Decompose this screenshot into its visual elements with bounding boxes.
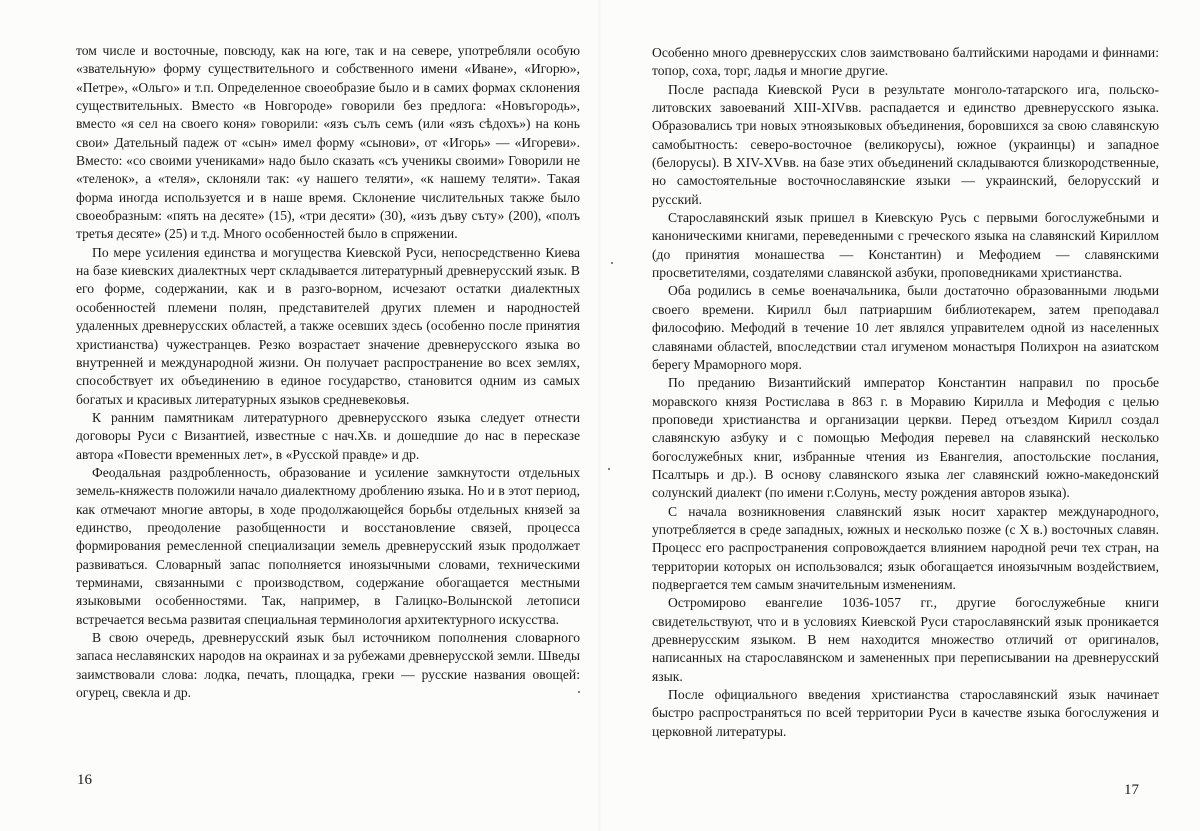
paragraph: После официального введения христианства старославянский язык начинает быстро распространяться по всей территории Руси в качестве языка богослужения и церковной литературы. [652,687,1159,739]
paragraph: Остромирово евангелие 1036-1057 гг., другие богослужебные книги свидетельствуют, что и в условиях Киевской Руси старославянский язык проникается древнерусским языком. В нем находится множество отличий от оригиналов, написанных на старославянском и замененных при переписывании на древнерусский язык. [652,595,1159,684]
paragraph: С начала возникновения славянский язык носит характер международного, употребляется в среде западных, южных и несколько позже (с X в.) восточных славян. Процесс его распространения сопровождается влиянием народной речи тех стран, на территории которых он использовался; язык обогащается иноязычным воздействием, подвергается тем самым значительным изменениям. [652,503,1159,592]
paragraph: После распада Киевской Руси в результате монголо-татарского ига, польско-литовских завоеваний XIII-XIVвв. распадается и единство древнерусского языка. Образовались три новых этноязыковых объединения, боровшихся за свою славянскую самобытность: северо-восточное (великорусы), южное (украинцы) и западное (белорусы). В XIV-XVвв. на базе этих объединений складываются близкородственные, но самостоятельные восточнославянские языки — украинский, белорусский и русский. [652,81,1159,207]
paragraph: В свою очередь, древнерусский язык был источником пополнения словарного запаса неславянских народов на окраинах и за рубежами древнерусской земли. Шведы заимствовали слова: лодка, печать, площадка, греки — русские названия овощей: огурец, свекла и др. [76,630,580,701]
paragraph: По преданию Византийский император Константин направил по просьбе моравского князя Ростислава в 863 г. в Моравию Кирилла и Мефодия с целью проповеди христианства и организации церкви. Перед отъездом Кирилл создал славянскую азбуку и с помощью Мефодия перевел на славянский несколько богослужебных книг, избранные чтения из Евангелия, апостольские послания, Псалтырь и др.). В основу славянского языка лег славянский южно-македонский солунский диалект (по имени г.Солунь, месту рождения авторов языка). [652,375,1159,501]
right-page-text [652,44,1159,741]
paragraph: Особенно много древнерусских слов заимствовано балтийскими народами и финнами: топор, соха, торг, ладья и многие другие. [652,45,1159,79]
page-number-right: 17 [1124,782,1139,798]
scan-speck [611,262,613,264]
page-number-left: 16 [77,772,92,788]
paragraph: Феодальная раздробленность, образование и усиление замкнутости отдельных земель-княжеств положили начало диалектному дроблению языка. Но и в этот период, как отмечают многие авторы, в ходе продолжающейся борьбы отдельных князей за единство, преодоление разобщенности и восстановление связей, процесса формирования ремесленной специализации земель древнерусский язык продолжает развиваться. Словарный запас пополняется иноязычными словами, техническими терминами, связанными с производством, содержание обогащается местными языковыми особенностями. Так, например, в Галицко-Волынской летописи встречается весьма развитая специальная терминология архитектурного искусства. [76,464,580,627]
right-page [600,0,1200,831]
scan-speck [608,468,610,470]
paragraph: Старославянский язык пришел в Киевскую Русь с первыми богослужебными и каноническими книгами, переведенными с греческого языка на славянский Кириллом (до принятия монашества — Константин) и Мефодием — славянскими просветителями, создателями славянской азбуки, проповедниками христианства. [652,210,1159,281]
paragraph: К ранним памятникам литературного древнерусского языка следует отнести договоры Руси с Византией, известные с нач.Хв. и дошедшие до нас в пересказе автора «Повести временных лет», в «Русской правде» и др. [76,409,580,462]
scan-speck [578,691,580,693]
paragraph: том числе и восточные, повсюду, как на юге, так и на севере, употребляли особую «звательную» форму существительного и собственного имени «Иване», «Игорю», «Петре», «Ольго» и т.п. Определенное своеобразие было и в самих формах склонения существительных. Вместо «в Новгороде» говорили без предлога: «Новъгородь», вместо «я сел на своего коня» говорили: «язъ сълъ семъ (или «язъ сѣдохъ») на конь свои» Дательный падеж от «сын» имел форму «сынови», от «Игорь» — «Игореви». Вместо: «со своими учениками» надо было сказать «съ ученикы своими» Говорили не «теленок», а «теля», склоняли так: «у нашего теляти», «к нашему теляти». Такая форма иногда используется и в наше время. Склонение числительных также было своеобразным: «пять на десяте» (15), «три десяти» (30), «изъ дъву съту» (200), «полъ третья десяте» (25) и т.д. Много особенностей было в спряжении. [76,43,580,242]
left-page-text [76,42,580,702]
paragraph: По мере усиления единства и могущества Киевской Руси, непосредственно Киева на базе киевских диалектных черт складывается литературный древнерусский язык. В его форме, содержании, как и в разго-ворном, исчезают остатки диалектных особенностей племени полян, представителей других племен и народностей удаленных древнерусских областей, а также осевших здесь (особенно после принятия христианства) чужестранцев. Резко возрастает значение древнерусского языка во внутренней и международной жизни. Он получает распространение во всех землях, способствует их объединению в единое государство, становится одним из самых богатых и красивых литературных языков средневековья. [76,244,580,407]
paragraph: Оба родились в семье военачальника, были достаточно образованными людьми своего времени. Кирилл был патриаршим библиотекарем, затем преподавал философию. Мефодий в течение 10 лет являлся управителем одной из населенных славянами областей, впоследствии стал игуменом монастыря Полихрон на азиатском берегу Мраморного моря. [652,283,1159,372]
